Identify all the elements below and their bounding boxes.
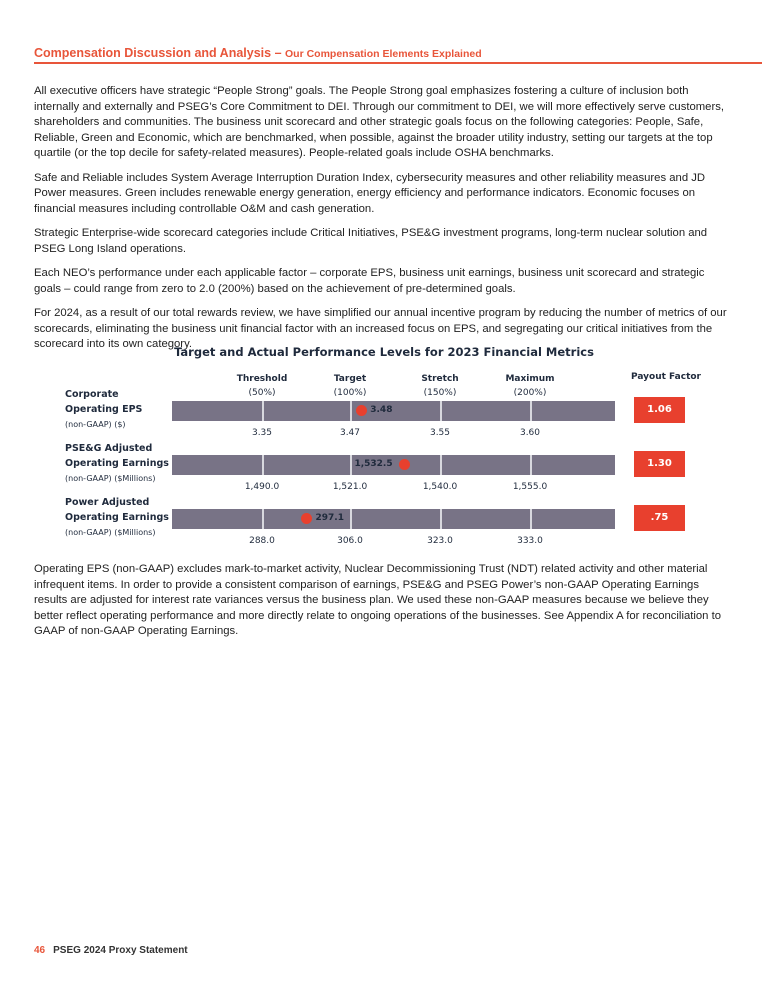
row-unit: (non-GAAP) ($): [65, 420, 126, 429]
payout-factor: .75: [634, 505, 685, 531]
section-header: [34, 46, 482, 60]
row-name-line2: Operating EPS: [65, 404, 143, 415]
level-value: 1,490.0: [244, 482, 280, 492]
paragraph: For 2024, as a result of our total rewards review, we have simplified our annual incentive program by reducing the number of metrics of our scorecards, eliminating the business unit financial factor with an increased focus on EPS, and segregating our critical initiatives from the scorecard into its own category.: [34, 307, 727, 350]
column-percent: (50%): [248, 388, 276, 398]
footer: [34, 945, 188, 956]
chart-title: Target and Actual Performance Levels for 2023 Financial Metrics: [174, 345, 594, 359]
paragraph: Safe and Reliable includes System Average Interruption Duration Index, cybersecurity measures and other reliability measures and JD Power measures. Green includes renewable energy generation, energy efficiency and performance indicators. Economic focuses on financial measures including controllable O&M and cash generation.: [34, 171, 706, 215]
row-name-line2: Operating Earnings: [65, 512, 169, 523]
paragraph: Strategic Enterprise-wide scorecard categories include Critical Initiatives, PSE&G investment programs, long-term nuclear solution and PSEG Long Island operations.: [34, 227, 708, 255]
row-name-line1: PSE&G Adjusted: [65, 443, 153, 454]
header-rule: [34, 62, 762, 64]
bar-divider: [530, 455, 532, 475]
level-value: 306.0: [337, 536, 363, 546]
column-label: Stretch: [421, 374, 459, 384]
bar-divider: [350, 401, 352, 421]
body-text: [34, 84, 734, 362]
bar-divider: [262, 455, 264, 475]
level-value: 3.60: [519, 428, 541, 438]
level-value: 333.0: [517, 536, 543, 546]
payout-factor: 1.30: [634, 451, 685, 477]
bar-divider: [440, 401, 442, 421]
bar-divider: [440, 509, 442, 529]
column-header: [490, 372, 570, 400]
row-name-line1: Corporate: [65, 389, 119, 400]
payout-header: Payout Factor: [631, 372, 701, 382]
row-label: [65, 441, 169, 486]
column-label: Maximum: [505, 374, 555, 384]
row-unit: (non-GAAP) ($Millions): [65, 474, 156, 483]
level-value: 1,521.0: [332, 482, 368, 492]
level-value: 1,555.0: [512, 482, 548, 492]
row-name-line1: Power Adjusted: [65, 497, 150, 508]
row-label: [65, 387, 142, 432]
footer-title: PSEG 2024 Proxy Statement: [53, 945, 188, 956]
actual-value: 1,532.5: [354, 459, 393, 469]
header-title: Compensation Discussion and Analysis –: [34, 46, 282, 60]
column-header: [310, 372, 390, 400]
bar-divider: [530, 509, 532, 529]
level-value: 3.47: [339, 428, 361, 438]
note-paragraph: Operating EPS (non-GAAP) excludes mark-to-market activity, Nuclear Decommissioning Trust (NDT) related activity and other material infrequent items. In order to provide a consistent comparison of earnings, PSE&G and PSEG Power’s non-GAAP Operating Earnings results are adjusted for interest rate variances versus the business plan. We used these non-GAAP measures because we believe they better reflect operating performance and more directly relate to ongoing operations of the businesses. See Appendix A for reconciliation to GAAP of non-GAAP Operating Earnings.: [34, 563, 722, 637]
bar-divider: [262, 509, 264, 529]
header-subtitle: Our Compensation Elements Explained: [285, 48, 482, 60]
bar-divider: [440, 455, 442, 475]
column-percent: (150%): [423, 388, 457, 398]
level-value: 323.0: [427, 536, 453, 546]
column-percent: (200%): [513, 388, 547, 398]
paragraph: All executive officers have strategic “People Strong” goals. The People Strong goal emphasizes fostering a culture of inclusion both internally and externally and PSEG’s Core Commitment to DEI. Through our commitment to DEI, we will more effectively serve customers, shareholders and communities. The business unit scorecard and other strategic goals focus on the following categories: People, Safe, Reliable, Green and Economic, which are benchmarked, when possible, against the broader utility industry, setting our targets at the top quartile (or the top decile for safety-related measures). People-related goals include OSHA benchmarks.: [34, 85, 725, 159]
payout-factor: 1.06: [634, 397, 685, 423]
metric-bar: [172, 401, 615, 421]
column-percent: (100%): [333, 388, 367, 398]
column-label: Target: [333, 374, 367, 384]
metric-bar: [172, 455, 615, 475]
bar-divider: [530, 401, 532, 421]
row-label: [65, 495, 169, 540]
level-value: 3.55: [429, 428, 451, 438]
column-header: [400, 372, 480, 400]
paragraph: Each NEO’s performance under each applicable factor – corporate EPS, business unit earnings, business unit scorecard and strategic goals – could range from zero to 2.0 (200%) based on the achievement of pre-determined goals.: [34, 267, 705, 295]
metric-bar: [172, 509, 615, 529]
column-header: [222, 372, 302, 400]
level-value: 288.0: [249, 536, 275, 546]
level-value: 3.35: [251, 428, 273, 438]
bar-divider: [262, 401, 264, 421]
row-unit: (non-GAAP) ($Millions): [65, 528, 156, 537]
page-number: 46: [34, 945, 46, 956]
actual-value: 3.48: [370, 405, 393, 415]
bar-divider: [350, 455, 352, 475]
bar-divider: [350, 509, 352, 529]
note-text: [34, 562, 734, 649]
actual-value: 297.1: [315, 513, 344, 523]
column-label: Threshold: [236, 374, 288, 384]
row-name-line2: Operating Earnings: [65, 458, 169, 469]
level-value: 1,540.0: [422, 482, 458, 492]
